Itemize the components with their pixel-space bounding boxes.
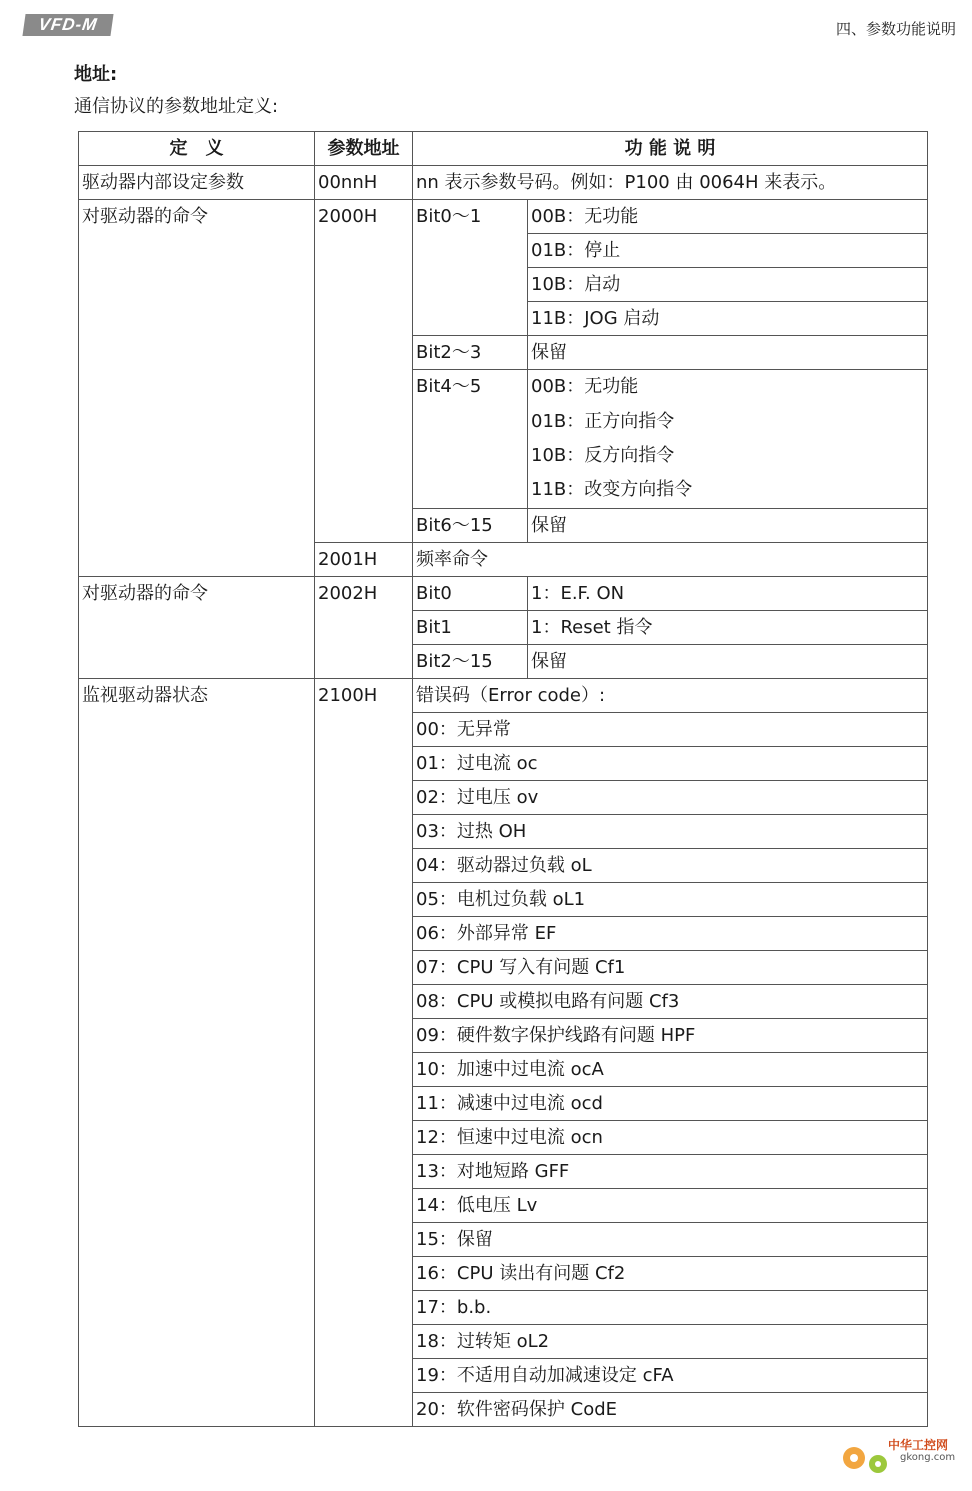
table-row: [79, 577, 928, 611]
bit-label: Bit2～15: [413, 645, 528, 679]
row-address: 00nnH: [315, 166, 413, 200]
table-row: [79, 200, 928, 234]
error-code-item: 01：过电流 oc: [413, 747, 928, 781]
error-code-item: 17：b.b.: [413, 1291, 928, 1325]
error-code-item: 05：电机过负载 oL1: [413, 883, 928, 917]
error-code-item: 14：低电压 Lv: [413, 1189, 928, 1223]
bit-value: 11B：改变方向指令: [528, 473, 928, 508]
error-code-item: 15：保留: [413, 1223, 928, 1257]
bit-value: 1：E.F. ON: [528, 577, 928, 611]
bit-value: 01B：正方向指令: [528, 405, 928, 439]
header-definition: 定 义: [79, 132, 315, 166]
error-code-item: 08：CPU 或模拟电路有问题 Cf3: [413, 985, 928, 1019]
table-row: [79, 166, 928, 200]
section-heading: 地址:: [74, 64, 118, 85]
logo: VFD-M: [22, 14, 113, 36]
row-function: nn 表示参数号码。例如：P100 由 0064H 来表示。: [413, 166, 928, 200]
header-address: 参数地址: [315, 132, 413, 166]
error-code-item: 13：对地短路 GFF: [413, 1155, 928, 1189]
bit-value: 1：Reset 指令: [528, 611, 928, 645]
error-code-item: 错误码（Error code）:: [413, 679, 928, 713]
row-function: 频率命令: [413, 543, 928, 577]
header-function: 功 能 说 明: [413, 132, 928, 166]
bit-value: 10B：启动: [528, 268, 928, 302]
row-address: 2000H: [315, 200, 413, 543]
bit-label: Bit0: [413, 577, 528, 611]
row-address: 2002H: [315, 577, 413, 679]
bit-value: 10B：反方向指令: [528, 439, 928, 473]
error-code-item: 11：减速中过电流 ocd: [413, 1087, 928, 1121]
bit-label: Bit2～3: [413, 336, 528, 370]
watermark-subtext: gkong.com: [900, 1452, 956, 1463]
row-definition: 对驱动器的命令: [79, 200, 315, 577]
bit-label: Bit4～5: [413, 370, 528, 509]
error-code-item: 16：CPU 读出有问题 Cf2: [413, 1257, 928, 1291]
error-code-item: 03：过热 OH: [413, 815, 928, 849]
row-definition: 监视驱动器状态: [79, 679, 315, 1427]
bit-value: 11B：JOG 启动: [528, 302, 928, 336]
error-code-item: 06：外部异常 EF: [413, 917, 928, 951]
row-address: 2001H: [315, 543, 413, 577]
row-definition: 对驱动器的命令: [79, 577, 315, 679]
bit-label: Bit0～1: [413, 200, 528, 336]
row-address: 2100H: [315, 679, 413, 1427]
error-code-item: 19：不适用自动加减速设定 cFA: [413, 1359, 928, 1393]
error-code-item: 12：恒速中过电流 ocn: [413, 1121, 928, 1155]
watermark-text: 中华工控网: [888, 1438, 949, 1452]
address-table: [78, 131, 928, 1427]
error-code-item: 04：驱动器过负载 oL: [413, 849, 928, 883]
bit-value: 01B：停止: [528, 234, 928, 268]
table-header-row: [79, 132, 928, 166]
error-code-item: 18：过转矩 oL2: [413, 1325, 928, 1359]
bit-label: Bit1: [413, 611, 528, 645]
error-code-item: 10：加速中过电流 ocA: [413, 1053, 928, 1087]
error-code-item: 20：软件密码保护 CodE: [413, 1393, 928, 1427]
chapter-title: 四、参数功能说明: [835, 20, 956, 38]
error-code-item: 00：无异常: [413, 713, 928, 747]
bit-value: 保留: [528, 509, 928, 543]
bit-value: 保留: [528, 336, 928, 370]
bit-value: 00B：无功能: [528, 370, 928, 405]
table-row: [79, 679, 928, 713]
error-code-item: 07：CPU 写入有问题 Cf1: [413, 951, 928, 985]
intro-text: 通信协议的参数地址定义:: [74, 96, 279, 117]
bit-value: 保留: [528, 645, 928, 679]
bit-value: 00B：无功能: [528, 200, 928, 234]
bit-label: Bit6～15: [413, 509, 528, 543]
row-definition: 驱动器内部设定参数: [79, 166, 315, 200]
error-code-item: 09：硬件数字保护线路有问题 HPF: [413, 1019, 928, 1053]
error-code-item: 02：过电压 ov: [413, 781, 928, 815]
